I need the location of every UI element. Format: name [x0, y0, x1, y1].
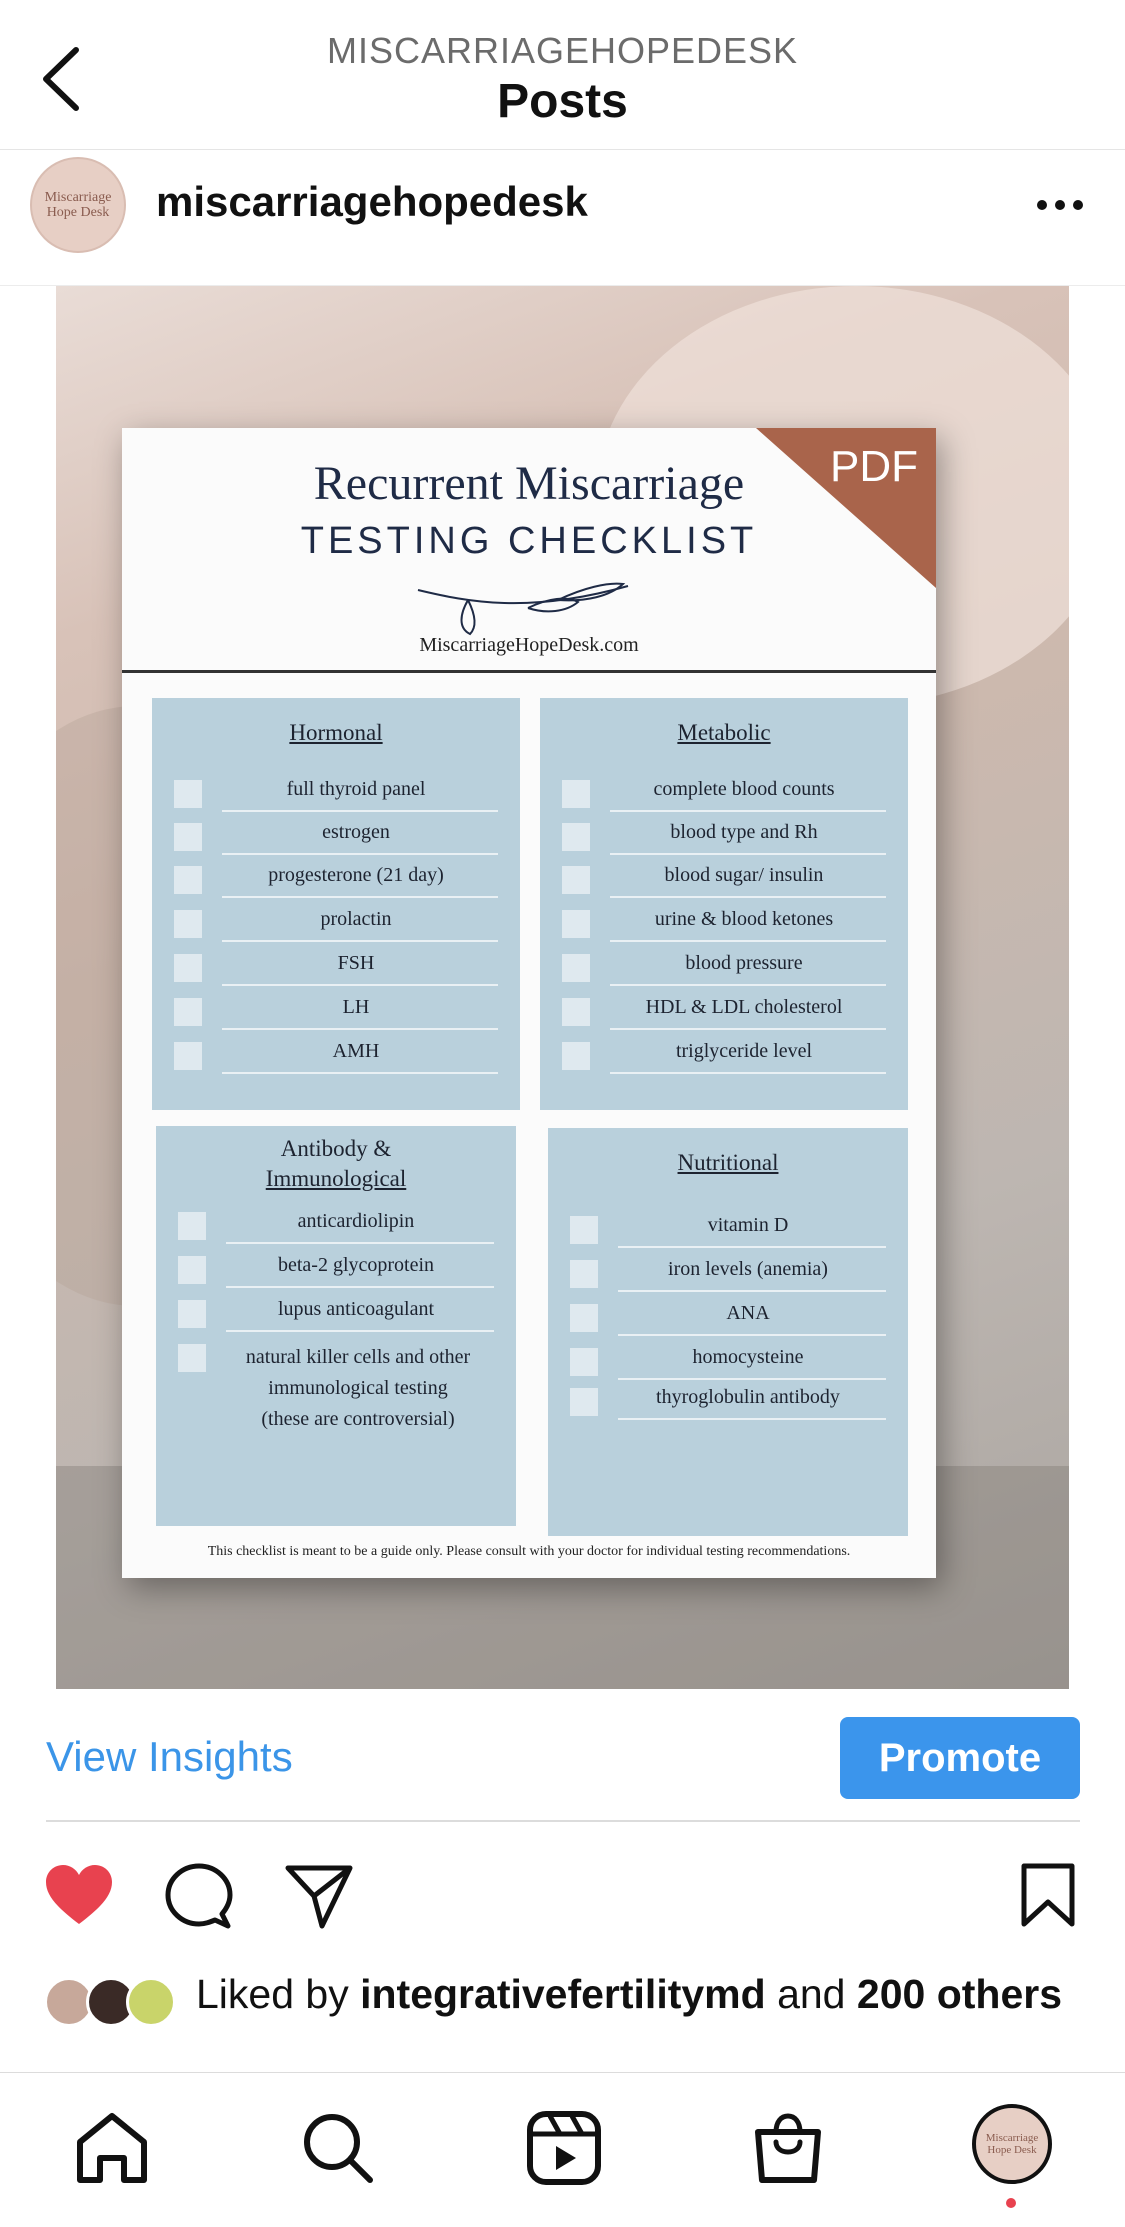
- divider: [222, 853, 498, 855]
- divider: [226, 1242, 494, 1244]
- checkbox: [570, 1216, 598, 1244]
- page-title: Posts: [497, 75, 628, 128]
- list-item: [156, 1340, 516, 1440]
- item-label: full thyroid panel: [286, 778, 426, 800]
- promote-button[interactable]: Promote: [840, 1717, 1080, 1799]
- list-item: [548, 1384, 908, 1424]
- panel-title-hormonal: Hormonal: [289, 720, 383, 745]
- liked-by-and: and: [777, 1971, 846, 2017]
- reels-icon[interactable]: [524, 2108, 604, 2188]
- list-item: [152, 906, 520, 946]
- item-label: LH: [342, 996, 370, 1018]
- header-account-name: MISCARRIAGEHOPEDESK: [326, 30, 799, 71]
- bookmark-icon[interactable]: [1018, 1862, 1078, 1928]
- item-label: anticardiolipin: [297, 1210, 415, 1232]
- divider: [618, 1246, 886, 1248]
- checklist-disclaimer: This checklist is meant to be a guide only. Please consult with your doctor for individual testing recommendations.: [207, 1544, 851, 1559]
- checkbox: [174, 1042, 202, 1070]
- view-insights-link[interactable]: View Insights: [46, 1733, 293, 1780]
- panel-title-antibody-line1: Antibody &: [280, 1136, 392, 1161]
- search-icon[interactable]: [298, 2108, 378, 2188]
- item-label: estrogen: [322, 821, 390, 843]
- list-item: [540, 994, 908, 1034]
- item-label: AMH: [332, 1040, 380, 1062]
- checklist-website: MiscarriageHopeDesk.com: [419, 634, 639, 656]
- panel-hormonal: [152, 698, 520, 1110]
- list-item: [152, 776, 520, 816]
- checkbox: [562, 866, 590, 894]
- divider: [610, 810, 886, 812]
- item-label-line: natural killer cells and other: [245, 1346, 471, 1368]
- panel-title-antibody-line2: Immunological: [265, 1166, 407, 1191]
- liked-by-count[interactable]: 200: [856, 1971, 926, 2017]
- list-item: [540, 819, 908, 859]
- checkbox: [562, 1042, 590, 1070]
- shopping-bag-icon[interactable]: [748, 2108, 828, 2188]
- panel-nutritional: [548, 1128, 908, 1536]
- item-label: homocysteine: [692, 1346, 804, 1368]
- list-item: [540, 862, 908, 902]
- checkbox: [174, 910, 202, 938]
- list-item: [540, 1038, 908, 1078]
- checkbox: [562, 823, 590, 851]
- checkbox: [178, 1212, 206, 1240]
- checkbox: [174, 954, 202, 982]
- divider: [610, 853, 886, 855]
- item-label: prolactin: [320, 908, 392, 930]
- divider: [618, 1290, 886, 1292]
- home-icon[interactable]: [72, 2108, 152, 2188]
- item-label: vitamin D: [707, 1214, 789, 1236]
- panel-metabolic: [540, 698, 908, 1110]
- divider: [618, 1378, 886, 1380]
- post-image[interactable]: [56, 286, 1069, 1689]
- author-username[interactable]: miscarriagehopedesk: [156, 178, 588, 225]
- divider: [610, 896, 886, 898]
- divider: [610, 940, 886, 942]
- item-label-line: (these are controversial): [261, 1408, 455, 1430]
- checkbox: [570, 1304, 598, 1332]
- list-item: [156, 1208, 516, 1248]
- checkbox: [174, 823, 202, 851]
- divider: [610, 984, 886, 986]
- checkbox: [174, 998, 202, 1026]
- item-label: progesterone (21 day): [268, 864, 444, 886]
- item-label: ANA: [726, 1302, 770, 1324]
- item-label: iron levels (anemia): [668, 1258, 828, 1280]
- panel-title-metabolic: Metabolic: [677, 720, 771, 745]
- item-label: blood type and Rh: [670, 821, 818, 843]
- checkbox: [174, 780, 202, 808]
- author-avatar[interactable]: [30, 157, 126, 253]
- top-header: [0, 0, 1125, 150]
- list-item: [152, 819, 520, 859]
- list-item: [152, 1038, 520, 1078]
- avatar-logo-text: Miscarriage: [985, 2132, 1039, 2144]
- checkbox: [562, 780, 590, 808]
- notification-dot: [1006, 2198, 1016, 2208]
- checkbox: [562, 910, 590, 938]
- checkbox: [178, 1300, 206, 1328]
- divider: [122, 670, 936, 673]
- checkbox: [174, 866, 202, 894]
- divider: [226, 1330, 494, 1332]
- pdf-label: PDF: [830, 442, 918, 491]
- item-label: FSH: [337, 952, 375, 974]
- heart-icon[interactable]: [42, 1862, 116, 1928]
- item-label: urine & blood ketones: [654, 908, 834, 930]
- checkbox: [562, 954, 590, 982]
- paper-plane-icon[interactable]: [284, 1862, 354, 1930]
- item-label: lupus anticoagulant: [277, 1298, 435, 1320]
- item-label-multiline: [216, 1342, 500, 1435]
- liked-by-prefix: Liked by: [196, 1971, 349, 2017]
- list-item: [152, 862, 520, 902]
- divider: [222, 810, 498, 812]
- item-label-line: immunological testing: [268, 1377, 448, 1399]
- avatar[interactable]: [126, 1977, 176, 2027]
- divider: [46, 1820, 1080, 1822]
- liked-by-text[interactable]: [196, 1970, 1096, 2018]
- list-item: [152, 994, 520, 1034]
- divider: [222, 940, 498, 942]
- checklist-sheet: [122, 428, 936, 1578]
- divider: [610, 1072, 886, 1074]
- comment-icon[interactable]: [164, 1862, 234, 1932]
- avatar-logo-text: Miscarriage: [44, 190, 112, 205]
- item-label: HDL & LDL cholesterol: [645, 996, 843, 1018]
- panel-antibody: [156, 1126, 516, 1526]
- checklist-subtitle: TESTING CHECKLIST: [300, 520, 758, 562]
- divider: [618, 1418, 886, 1420]
- item-label: complete blood counts: [653, 778, 835, 800]
- liked-by-others[interactable]: others: [936, 1971, 1063, 2017]
- divider: [618, 1334, 886, 1336]
- checklist-title: Recurrent Miscarriage: [313, 457, 745, 510]
- item-label: triglyceride level: [675, 1040, 813, 1062]
- list-item: [548, 1344, 908, 1384]
- avatar-logo-text-2: Hope Desk: [987, 2144, 1037, 2156]
- checkbox: [570, 1348, 598, 1376]
- list-item: [540, 906, 908, 946]
- list-item: [548, 1256, 908, 1296]
- ellipsis-icon[interactable]: [1030, 185, 1090, 225]
- checkbox: [570, 1260, 598, 1288]
- item-label: thyroglobulin antibody: [656, 1386, 840, 1408]
- list-item: [156, 1296, 516, 1336]
- avatar-logo-text-2: Hope Desk: [46, 205, 110, 220]
- insights-row: [0, 1689, 1125, 1821]
- divider: [610, 1028, 886, 1030]
- list-item: [548, 1212, 908, 1252]
- item-label: blood sugar/ insulin: [664, 864, 824, 886]
- divider: [222, 896, 498, 898]
- profile-tab-avatar[interactable]: [972, 2104, 1052, 2184]
- list-item: [548, 1300, 908, 1340]
- list-item: [540, 776, 908, 816]
- item-label: beta-2 glycoprotein: [277, 1254, 435, 1276]
- checkbox: [178, 1256, 206, 1284]
- checkbox: [178, 1344, 206, 1372]
- checkbox: [570, 1388, 598, 1416]
- liked-by-user[interactable]: integrativefertilitymd: [360, 1971, 766, 2017]
- list-item: [152, 950, 520, 990]
- list-item: [540, 950, 908, 990]
- list-item: [156, 1252, 516, 1292]
- divider: [226, 1286, 494, 1288]
- divider: [222, 1072, 498, 1074]
- divider: [222, 1028, 498, 1030]
- checkbox: [562, 998, 590, 1026]
- item-label: blood pressure: [685, 952, 803, 974]
- panel-title-nutritional: Nutritional: [677, 1150, 779, 1175]
- divider: [222, 984, 498, 986]
